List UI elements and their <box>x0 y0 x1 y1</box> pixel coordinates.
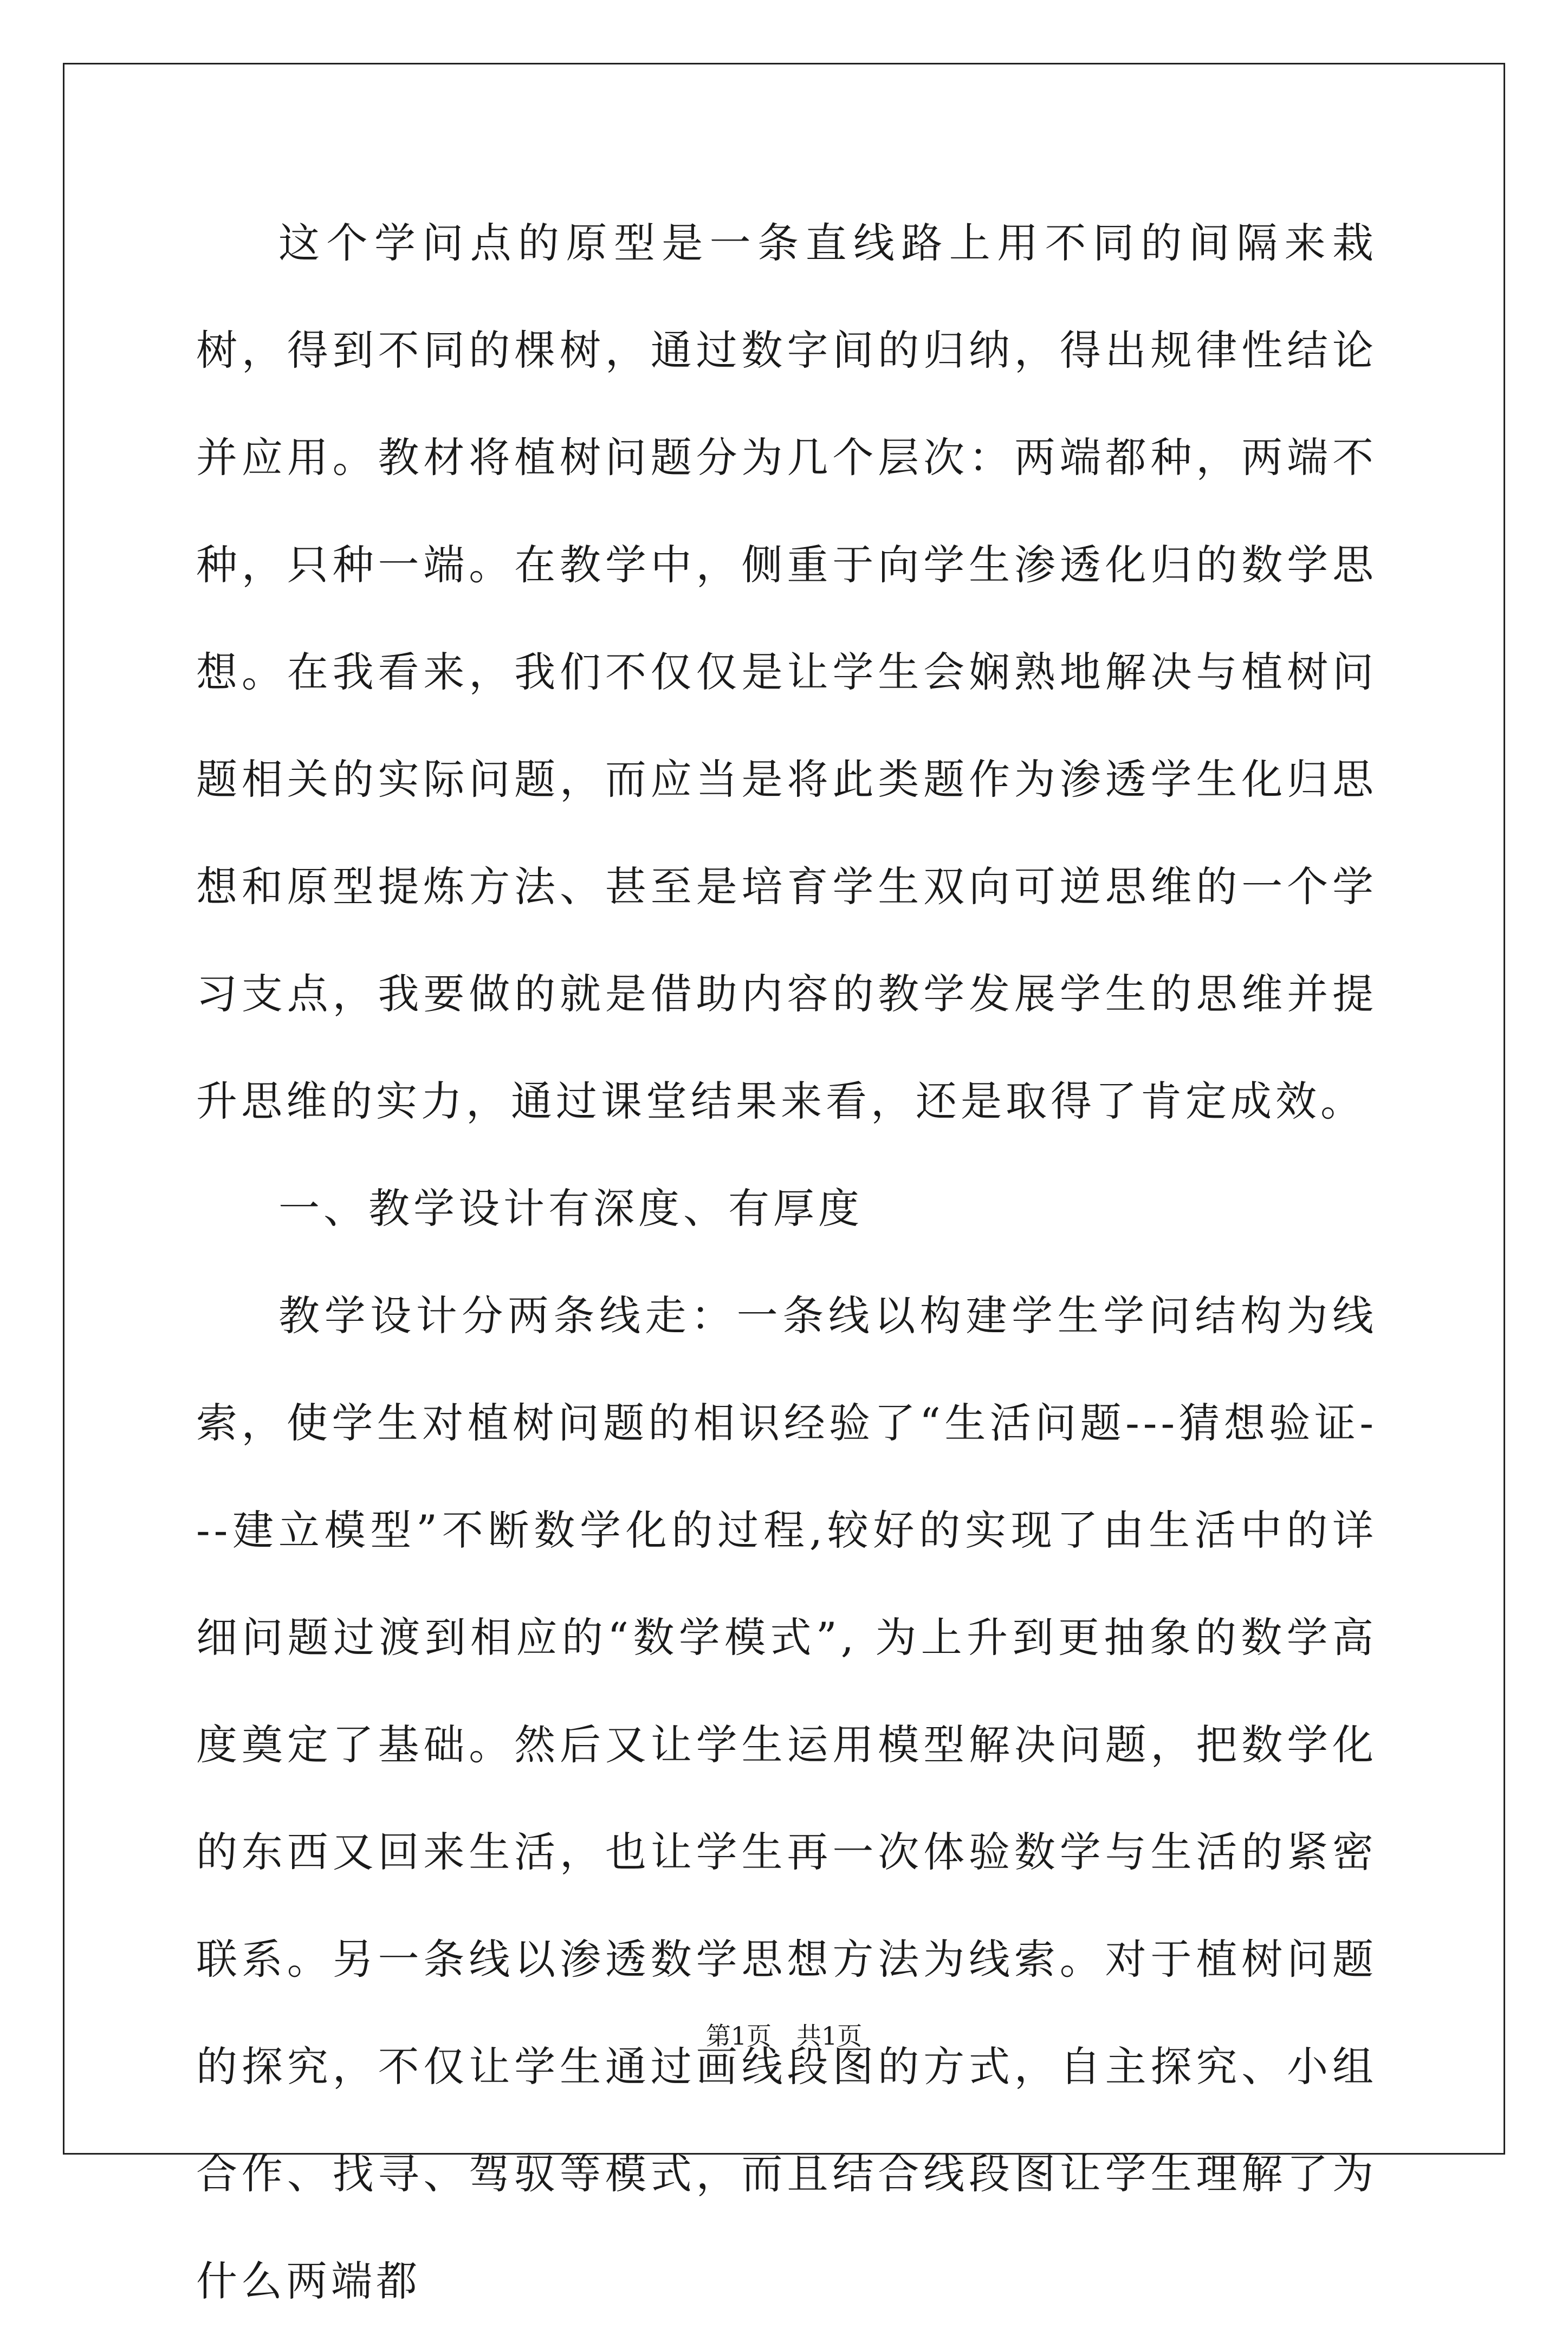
page-number-current: 第1页 <box>705 2021 772 2051</box>
section-heading: 一、教学设计有深度、有厚度 <box>278 1184 863 1233</box>
page-footer <box>0 2020 1568 2052</box>
document-body <box>196 190 1377 2335</box>
page-number-total: 共1页 <box>796 2021 863 2051</box>
paragraph-design: 教学设计分两条线走：一条线以构建学生学问结构为线索，使学生对植树问题的相识经验了“生活问题---猜想验证---建立模型”不断数学化的过程,较好的实现了由生活中的详细问题过渡到相应的“数学模式”, 为上升到更抽象的数学高度奠定了基础。然后又让学生运用模型解决问题，把数学化的东西又回来生活，也让学生再一次体验数学与生活的紧密联系。另一条线以渗透数学思想方法为线索。对于植树问题的探究，不仅让学生通过画线段图的方式，自主探究、小组合作、找寻、驾驭等模式，而且结合线段图让学生理解了为什么两端都 <box>196 1292 1377 2305</box>
paragraph-intro: 这个学问点的原型是一条直线路上用不同的间隔来栽树，得到不同的棵树，通过数字间的归纳，得出规律性结论并应用。教材将植树问题分为几个层次：两端都种，两端不种，只种一端。在教学中，侧重于向学生渗透化归的数学思想。在我看来，我们不仅仅是让学生会娴熟地解决与植树问题相关的实际问题，而应当是将此类题作为渗透学生化归思想和原型提炼方法、甚至是培育学生双向可逆思维的一个学习支点，我要做的就是借助内容的教学发展学生的思维并提升思维的实力，通过课堂结果来看，还是取得了肯定成效。 <box>196 219 1377 1125</box>
